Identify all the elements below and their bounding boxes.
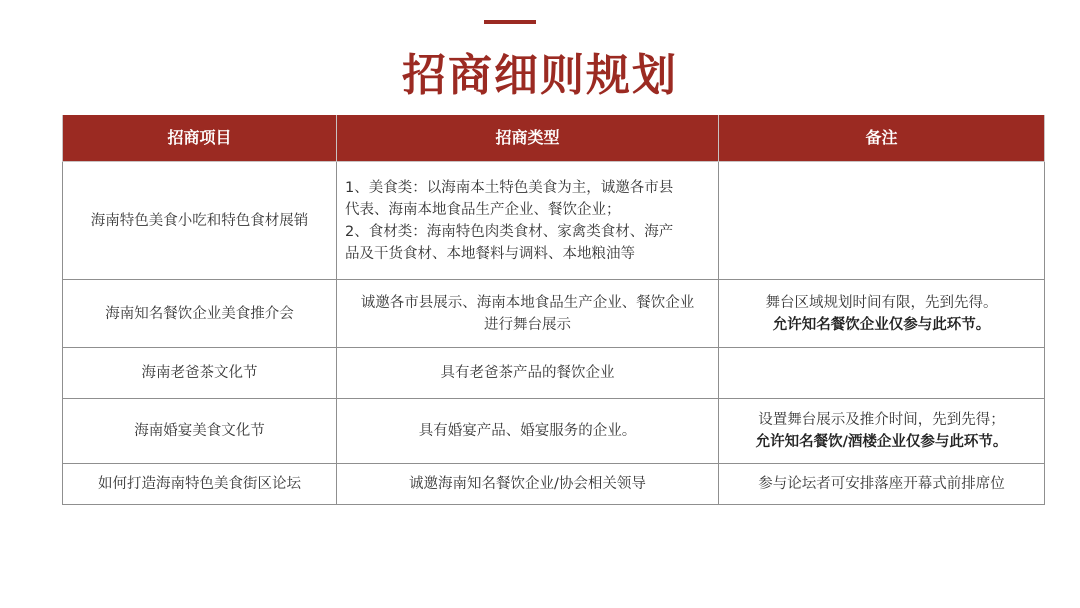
cell-note [719,399,1045,464]
cell-project: 海南老爸茶文化节 [63,348,337,399]
table-header-row [63,115,1045,162]
investment-plan-table [62,115,1045,505]
type-line: 品及干货食材、本地餐料与调料、本地粮油等 [345,245,635,262]
cell-type [337,280,719,348]
table-row [63,399,1045,464]
table-row [63,280,1045,348]
cell-note [719,162,1045,280]
table-row [63,162,1045,280]
note-line: 舞台区域规划时间有限，先到先得。 [765,294,998,311]
header-type: 招商类型 [337,115,719,162]
cell-note [719,280,1045,348]
note-line: 设置舞台展示及推介时间，先到先得； [758,412,1005,428]
type-line: 进行舞台展示 [484,316,571,333]
cell-type [337,162,719,280]
cell-project: 海南知名餐饮企业美食推介会 [63,280,337,348]
cell-project: 海南婚宴美食文化节 [63,399,337,464]
table-row [63,464,1045,505]
type-line: 代表、海南本地食品生产企业、餐饮企业； [345,201,621,218]
cell-type: 诚邀海南知名餐饮企业/协会相关领导 [337,464,719,505]
page-title: 招商细则规划 [402,50,678,101]
cell-note [719,348,1045,399]
cell-type: 具有老爸茶产品的餐饮企业 [337,348,719,399]
header-note: 备注 [719,115,1045,162]
table-row [63,348,1045,399]
cell-type: 具有婚宴产品、婚宴服务的企业。 [337,399,719,464]
cell-note: 参与论坛者可安排落座开幕式前排席位 [719,464,1045,505]
cell-project: 如何打造海南特色美食街区论坛 [63,464,337,505]
type-line: 1、美食类：以海南本土特色美食为主，诚邀各市县 [345,179,674,196]
type-line: 诚邀各市县展示、海南本地食品生产企业、餐饮企业 [360,294,695,311]
title-accent-bar [484,20,536,24]
header-project: 招商项目 [63,115,337,162]
type-line: 2、食材类：海南特色肉类食材、家禽类食材、海产 [345,223,674,240]
note-line-bold: 允许知名餐饮/酒楼企业仅参与此环节。 [755,434,1008,450]
cell-project: 海南特色美食小吃和特色食材展销 [63,162,337,280]
note-line-bold: 允许知名餐饮企业仅参与此环节。 [772,316,991,333]
